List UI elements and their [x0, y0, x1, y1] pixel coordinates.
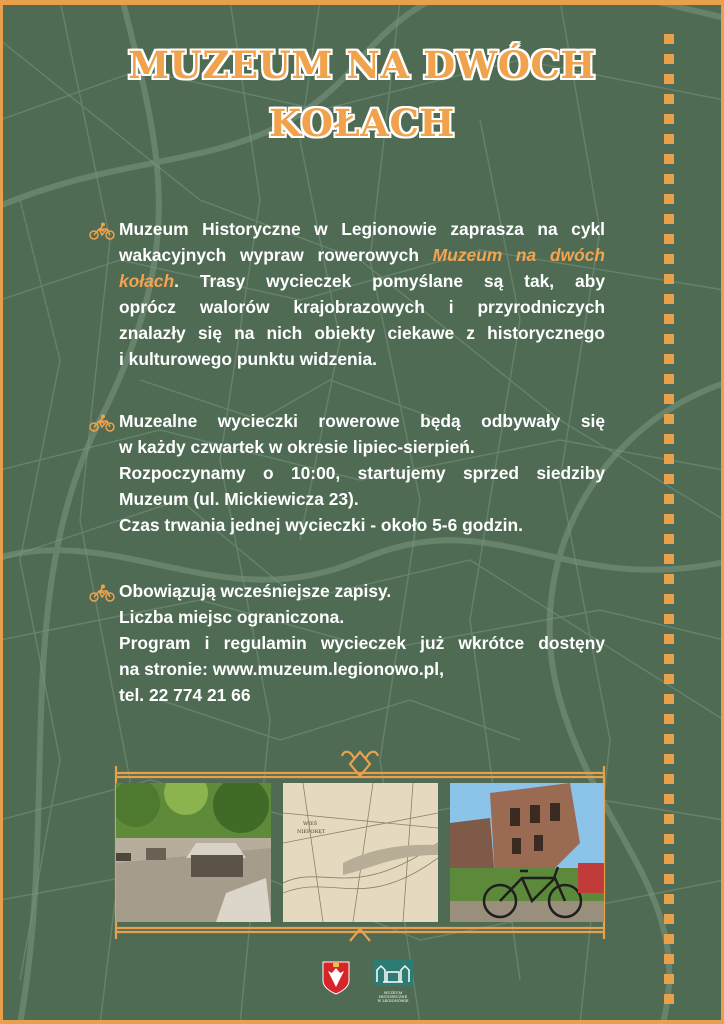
paragraph-line: Muzeum Historyczne w Legionowie zaprasza na cykl — [119, 219, 605, 239]
paragraph-line: w każdy czwartek w okresie lipiec-sierpień. — [119, 437, 475, 457]
paragraph-line: na stronie: www.muzeum.legionowo.pl, — [119, 659, 444, 679]
museum-logo — [373, 960, 413, 1003]
dot — [664, 394, 674, 404]
paragraph-line: Czas trwania jednej wycieczki - około 5-6 godzin. — [119, 515, 523, 535]
dot — [664, 454, 674, 464]
dot — [664, 154, 674, 164]
dot — [664, 994, 674, 1004]
dot — [664, 374, 674, 384]
paragraph-invitation — [119, 216, 605, 372]
dot — [664, 634, 674, 644]
dot — [664, 594, 674, 604]
museum-logo-text: HISTORYCZNE — [378, 995, 408, 999]
paragraph-line: Liczba miejsc ograniczona. — [119, 607, 345, 627]
photo-bicycle-ruins — [450, 783, 604, 922]
dot — [664, 794, 674, 804]
museum-logo-icon — [373, 960, 413, 986]
bicycle-icon — [88, 584, 116, 602]
dot — [664, 434, 674, 444]
paragraph-line: i kulturowego punktu widzenia. — [119, 349, 377, 369]
paragraph-line — [119, 242, 605, 268]
dot — [664, 574, 674, 584]
dot — [664, 414, 674, 424]
dot — [664, 514, 674, 524]
bicycle-icon — [88, 414, 116, 432]
dot — [664, 194, 674, 204]
highlighted-event-name: kołach — [119, 271, 175, 291]
dot — [664, 274, 674, 284]
paragraph-line: Program i regulamin wycieczek już wkrótce dostęny — [119, 633, 605, 653]
text-segment: wakacyjnych wypraw rowerowych — [119, 245, 433, 265]
dot — [664, 914, 674, 924]
paragraph-line: oprócz walorów krajobrazowych i przyrodniczych — [119, 297, 605, 317]
photo-historical-map — [283, 783, 438, 922]
dot — [664, 734, 674, 744]
dot — [664, 954, 674, 964]
dotted-line-decoration — [664, 14, 678, 1014]
museum-logo-text: MUZEUM — [383, 991, 403, 995]
museum-logo-text: W LEGIONOWIE — [377, 999, 409, 1003]
paragraph-line: Muzealne wycieczki rowerowe będą odbywały się — [119, 411, 605, 431]
dot — [664, 874, 674, 884]
map-label: WIEŚ — [303, 821, 318, 827]
left-border — [0, 0, 3, 1024]
dot — [664, 234, 674, 244]
paragraph-line — [119, 268, 605, 294]
dot — [664, 254, 674, 264]
dot — [664, 214, 674, 224]
dot — [664, 774, 674, 784]
dot — [664, 354, 674, 364]
dot — [664, 654, 674, 664]
paragraph-line: Obowiązują wcześniejsze zapisy. — [119, 581, 392, 601]
dot — [664, 834, 674, 844]
paragraph-line: Rozpoczynamy o 10:00, startujemy sprzed siedziby — [119, 463, 605, 483]
paragraph-line: znalazły się na nich obiekty ciekawe z historycznego — [119, 323, 605, 343]
paragraph-line: tel. 22 774 21 66 — [119, 685, 251, 705]
paragraph-line: Muzeum (ul. Mickiewicza 23). — [119, 489, 359, 509]
text-segment: . Trasy wycieczek pomyślane są tak, aby — [174, 271, 605, 291]
dot — [664, 974, 674, 984]
dot — [664, 614, 674, 624]
map-label: NIEPORĘT — [297, 829, 326, 835]
dot — [664, 494, 674, 504]
coat-of-arms-icon — [322, 961, 350, 995]
dot — [664, 694, 674, 704]
dot — [664, 314, 674, 324]
bottom-border — [0, 1020, 724, 1024]
dot — [664, 334, 674, 344]
dot — [664, 754, 674, 764]
dot — [664, 294, 674, 304]
highlighted-event-name: Muzeum na dwóch — [432, 245, 605, 265]
title-line-1: MUZEUM NA DWÓCH — [128, 43, 596, 87]
bicycle-icon — [88, 222, 116, 240]
top-border — [0, 0, 724, 5]
dot — [664, 814, 674, 824]
dot — [664, 674, 674, 684]
dot — [664, 174, 674, 184]
dot — [664, 934, 674, 944]
dot — [664, 854, 674, 864]
dot — [664, 534, 674, 544]
paragraph-registration — [119, 578, 605, 708]
title-line-2: KOŁACH — [269, 101, 455, 145]
dot — [664, 894, 674, 904]
poster-title — [0, 36, 724, 152]
dot — [664, 554, 674, 564]
dot — [664, 474, 674, 484]
dot — [664, 714, 674, 724]
paragraph-schedule — [119, 408, 605, 538]
photo-park-bunkers — [116, 783, 271, 922]
